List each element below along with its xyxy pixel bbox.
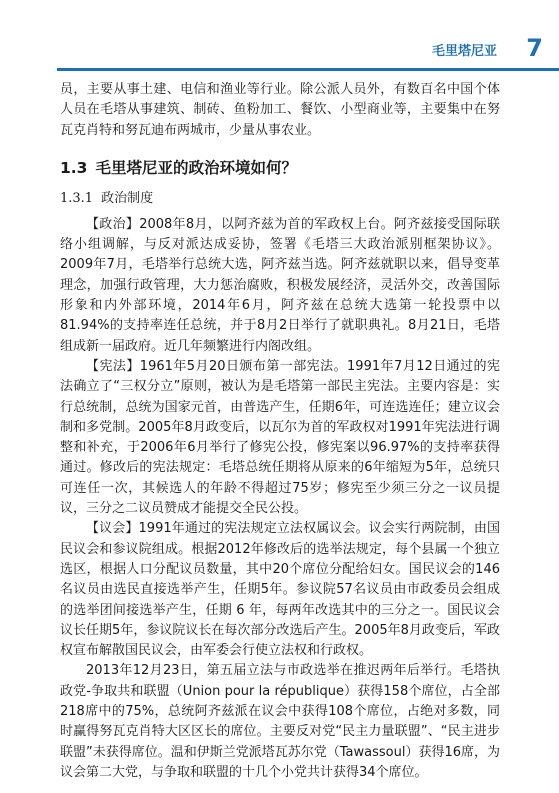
page-number: 7 [526, 34, 543, 62]
page-body [60, 80, 500, 783]
subsection-number: 1.3.1 [60, 190, 94, 206]
section-heading [60, 157, 500, 179]
parliament-paragraph: 【议会】1991年通过的宪法规定立法权属议会。议会实行两院制，由国民议会和参议院组成。根据2012年修改后的选举法规定，每个县属一个独立选区，根据人口分配议员数量，其中20个席位分配给妇女。国民议会的146名议员由选民直接选举产生，任期5年。参议院57名议员由市政委员会组成的选举团间接选举产生，任期 6 年，每两年改选其中的三分之一。国民议会议长任期5年，参议院议长在每次部分改选后产生。2005年8月政变后，军政权宣布解散国民议会，由军委会行使立法权和行政权。 [60, 521, 500, 659]
body-paragraphs [60, 215, 500, 783]
election-paragraph: 2013年12月23日，第五届立法与市政选举在推迟两年后举行。毛塔执政党-争取共和联盟（Union pour la république）获得158个席位，占全部218席中的75%，总统阿齐兹派在议会中获得108个席位，占绝对多数，同时赢得努瓦克肖特大区区长的席位。主要反对党“民主力量联盟”、“民主进步联盟”未获得席位。温和伊斯兰党派塔瓦苏尔党（Tawassoul）获得16席，为议会第二大党，与争取和联盟的十几个小党共计获得34个席位。 [60, 663, 500, 780]
running-header-title: 毛里塔尼亚 [431, 44, 497, 59]
section-title: 毛里塔尼亚的政治环境如何？ [95, 158, 297, 177]
header-rule [57, 68, 559, 71]
politics-paragraph: 【政治】2008年8月，以阿齐兹为首的军政权上台。阿齐兹接受国际联络小组调解，与反对派达成妥协，签署《毛塔三大政治派别框架协议》。2009年7月，毛塔举行总统大选，阿齐兹当选。阿齐兹就职以来，倡导变革理念，加强行政管理，大力惩治腐败，积极发展经济，灵活外交，改善国际形象和内外部环境，2014年6月，阿齐兹在总统大选第一轮投票中以81.94%的支持率连任总统，并于8月2日举行了就职典礼。8月21日，毛塔组成新一届政府。近几年频繁进行内阁改组。 [60, 216, 500, 354]
constitution-paragraph: 【宪法】1961年5月20日颁布第一部宪法。1991年7月12日通过的宪法确立了“三权分立”原则，被认为是毛塔第一部民主宪法。主要内容是：实行总统制，总统为国家元首，由普选产生，任期6年，可连选连任；建立议会制和多党制。2005年8月政变后，以瓦尔为首的军政权对1991年宪法进行调整和补充，于2006年6月举行了修宪公投，修宪案以96.97%的支持率获得通过。修改后的宪法规定：毛塔总统任期将从原来的6年缩短为5年，总统只可连任一次，其候选人的年龄不得超过75岁；修宪至少须三分之一议员提议，三分之二议员赞成才能提交全民公投。 [60, 358, 500, 517]
intro-paragraph: 员，主要从事土建、电信和渔业等行业。除公派人员外，有数百名中国个体人员在毛塔从事建筑、制砖、鱼粉加工、餐饮、小型商业等，主要集中在努瓦克肖特和努瓦迪布两城市，少量从事农业。 [60, 82, 500, 138]
section-number: 1.3 [60, 158, 88, 177]
subsection-heading [60, 189, 500, 209]
subsection-title: 政治制度 [101, 190, 154, 206]
